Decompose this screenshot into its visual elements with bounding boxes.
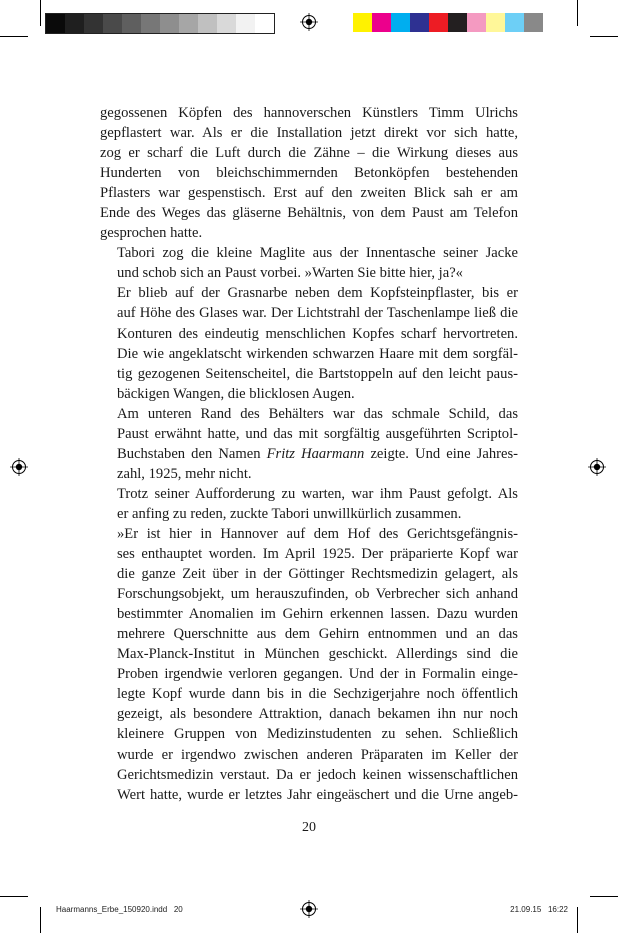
- text-line: Ende des Weges das gläserne Behältnis, von dem Paust am Telefon: [100, 205, 518, 222]
- text-line: zahl, 1925, mehr nicht.: [117, 465, 252, 482]
- text-line: Trotz seiner Aufforderung zu warten, war ihm Paust gefolgt. Als: [117, 485, 518, 502]
- color-swatch: [448, 13, 467, 32]
- color-swatch: [84, 14, 103, 33]
- paragraph: [100, 243, 518, 283]
- text-line: Proben irgendwie verloren gegangen. Und der in Formalin einge-: [117, 666, 518, 683]
- text-line: tig gezogenen Seitenscheitel, die Bartstoppeln auf den leicht paus-: [117, 365, 518, 382]
- color-control-bar: [353, 13, 543, 32]
- text-line: Paust erwähnt hatte, und das mit sorgfältig ausgeführten Scriptol-: [117, 425, 518, 442]
- crop-mark: [590, 36, 618, 37]
- registration-mark-icon: [10, 458, 28, 476]
- registration-mark-icon: [300, 13, 318, 31]
- registration-mark-icon: [588, 458, 606, 476]
- color-swatch: [122, 14, 141, 33]
- paragraph: [100, 524, 518, 805]
- text-line: legte Kopf wurde dann bis in die Sechzigerjahre noch öffentlich: [117, 686, 518, 703]
- color-swatch: [353, 13, 372, 32]
- color-swatch: [505, 13, 524, 32]
- crop-mark: [590, 896, 618, 897]
- page-number: 20: [302, 820, 316, 835]
- crop-mark: [0, 896, 28, 897]
- color-swatch: [103, 14, 122, 33]
- text-line: [100, 444, 518, 464]
- grayscale-control-bar: [45, 13, 275, 34]
- color-swatch: [486, 13, 505, 32]
- text-line: er anfing zu reden, zuckte Tabori unwillkürlich zusammen.: [117, 505, 462, 522]
- text-line: Max-Planck-Institut in München geschickt. Allerdings sind die: [117, 646, 518, 663]
- text-line: Tabori zog die kleine Maglite aus der Innentasche seiner Jacke: [117, 245, 518, 262]
- text-segment: zeigte. Und eine Jahres-: [364, 445, 518, 462]
- text-line: Hunderten von bleichschimmernden Betonköpfen bestehenden: [100, 165, 518, 182]
- color-swatch: [255, 14, 274, 33]
- color-swatch: [65, 14, 84, 33]
- crop-mark: [577, 0, 578, 26]
- text-line: gesprochen hatte.: [100, 225, 203, 242]
- text-line: die ganze Zeit über in der Göttinger Rechtsmedizin gelagert, als: [117, 566, 518, 583]
- crop-mark: [577, 907, 578, 933]
- name-italic: Fritz Haarmann: [266, 445, 365, 462]
- text-line: wurde er irgendwo zwischen anderen Präparaten im Keller der: [117, 746, 518, 763]
- text-line: gepflastert war. Als er die Installation jetzt direkt vor sich hatte,: [100, 125, 518, 142]
- text-line: und schob sich an Paust vorbei. »Warten Sie bitte hier, ja?«: [117, 265, 463, 282]
- text-segment: Buchstaben den Namen: [117, 445, 267, 462]
- color-swatch: [372, 13, 391, 32]
- text-line: Pflasters war gespenstisch. Erst auf den zweiten Blick sah er am: [100, 185, 518, 202]
- color-swatch: [179, 14, 198, 33]
- paragraph: [100, 283, 518, 403]
- registration-mark-icon: [300, 900, 318, 918]
- color-swatch: [160, 14, 179, 33]
- text-line: auf Höhe des Glases war. Der Lichtstrahl der Taschenlampe ließ die: [117, 305, 518, 322]
- slug-filename: Haarmanns_Erbe_150920.indd 20: [56, 905, 183, 914]
- color-swatch: [524, 13, 543, 32]
- text-line: gezeigt, als besondere Attraktion, danach bekamen ihn nur noch: [117, 706, 518, 723]
- text-line: zog er scharf die Luft durch die Zähne – die Wirkung dieses aus: [100, 145, 518, 162]
- color-swatch: [410, 13, 429, 32]
- text-line: ses enthauptet worden. Im April 1925. Der präparierte Kopf war: [117, 546, 518, 563]
- paragraph: [100, 103, 518, 243]
- text-line: mehrere Querschnitte aus dem Gehirn entnommen und an das: [117, 626, 518, 643]
- crop-mark: [40, 907, 41, 933]
- crop-mark: [0, 36, 28, 37]
- color-swatch: [467, 13, 486, 32]
- color-swatch: [217, 14, 236, 33]
- text-line: Die wie angeklatscht wirkenden schwarzen Haare mit dem sorgfäl-: [117, 345, 518, 362]
- slug-timestamp: 21.09.15 16:22: [510, 905, 568, 914]
- color-swatch: [429, 13, 448, 32]
- text-line: Gerichtsmedizin verstaut. Da er jedoch keinen wissenschaftlichen: [117, 766, 518, 783]
- color-swatch: [46, 14, 65, 33]
- text-line: Er blieb auf der Grasnarbe neben dem Kopfsteinpflaster, bis er: [117, 285, 518, 302]
- paragraph: [100, 484, 518, 524]
- text-line: gegossenen Köpfen des hannoverschen Künstlers Timm Ulrichs: [100, 105, 518, 121]
- color-swatch: [236, 14, 255, 33]
- text-line: bäckigen Wangen, die blicklosen Augen.: [117, 385, 355, 402]
- crop-mark: [40, 0, 41, 26]
- text-line: Konturen des eindeutig menschlichen Kopfes scharf hervortreten.: [117, 325, 518, 342]
- color-swatch: [141, 14, 160, 33]
- paragraph: [100, 404, 518, 484]
- text-line: Forschungsobjekt, um herauszufinden, ob Verbrecher sich anhand: [117, 586, 518, 603]
- text-line: bestimmter Anomalien im Gehirn erkennen lassen. Dazu wurden: [117, 606, 518, 623]
- text-line: kleinere Gruppen von Medizinstudenten zu sehen. Schließlich: [117, 726, 518, 743]
- color-swatch: [198, 14, 217, 33]
- body-text: [100, 103, 518, 805]
- text-line: Am unteren Rand des Behälters war das schmale Schild, das: [117, 405, 518, 422]
- color-swatch: [391, 13, 410, 32]
- text-line: Wert hatte, wurde er letztes Jahr eingeäschert und die Urne angeb-: [117, 786, 518, 803]
- text-line: »Er ist hier in Hannover auf dem Hof des Gerichtsgefängnis-: [117, 525, 518, 542]
